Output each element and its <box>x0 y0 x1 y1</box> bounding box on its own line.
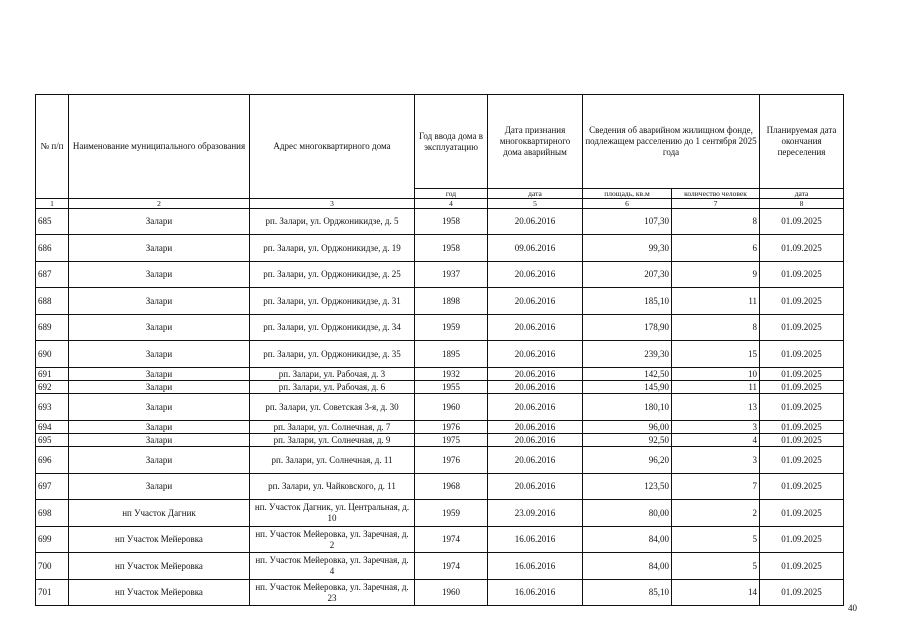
year-cell: 1898 <box>415 288 488 315</box>
row-number: 693 <box>36 394 69 421</box>
municipality-cell: нп Участок Мейеровка <box>69 527 250 553</box>
municipality-cell: Залари <box>69 368 250 381</box>
year-cell: 1960 <box>415 394 488 421</box>
column-number: 3 <box>250 199 415 209</box>
people-cell: 2 <box>672 500 760 527</box>
column-number-row <box>36 199 844 209</box>
date-cell: 20.06.2016 <box>488 474 583 500</box>
area-cell: 180,10 <box>583 394 672 421</box>
row-number: 696 <box>36 447 69 474</box>
area-cell: 207,30 <box>583 262 672 288</box>
column-number: 6 <box>583 199 672 209</box>
address-cell: рп. Залари, ул. Орджоникидзе, д. 31 <box>250 288 415 315</box>
address-cell: рп. Залари, ул. Орджоникидзе, д. 34 <box>250 315 415 341</box>
municipality-cell: Залари <box>69 474 250 500</box>
address-cell: рп. Залари, ул. Советская 3-я, д. 30 <box>250 394 415 421</box>
date-cell: 23.09.2016 <box>488 500 583 527</box>
row-number: 701 <box>36 580 69 606</box>
row-number: 689 <box>36 315 69 341</box>
end-date-cell: 01.09.2025 <box>760 394 844 421</box>
municipality-cell: Залари <box>69 288 250 315</box>
row-number: 685 <box>36 209 69 235</box>
row-number: 692 <box>36 381 69 394</box>
table-row <box>36 447 844 474</box>
address-cell: рп. Залари, ул. Солнечная, д. 7 <box>250 421 415 434</box>
people-cell: 3 <box>672 447 760 474</box>
header-fund-info: Сведения об аварийном жилищном фонде, подлежащем расселению до 1 сентября 2025 года <box>583 95 760 189</box>
people-cell: 14 <box>672 580 760 606</box>
row-number: 688 <box>36 288 69 315</box>
people-cell: 5 <box>672 553 760 580</box>
people-cell: 11 <box>672 381 760 394</box>
row-number: 698 <box>36 500 69 527</box>
people-cell: 3 <box>672 421 760 434</box>
municipality-cell: Залари <box>69 421 250 434</box>
area-cell: 142,50 <box>583 368 672 381</box>
people-cell: 9 <box>672 262 760 288</box>
table-row <box>36 341 844 368</box>
municipality-cell: нп Участок Мейеровка <box>69 580 250 606</box>
column-number: 8 <box>760 199 844 209</box>
people-cell: 4 <box>672 434 760 447</box>
end-date-cell: 01.09.2025 <box>760 209 844 235</box>
end-date-cell: 01.09.2025 <box>760 288 844 315</box>
people-cell: 10 <box>672 368 760 381</box>
date-cell: 16.06.2016 <box>488 580 583 606</box>
municipality-cell: Залари <box>69 262 250 288</box>
people-cell: 11 <box>672 288 760 315</box>
date-cell: 20.06.2016 <box>488 368 583 381</box>
table-row <box>36 315 844 341</box>
address-cell: нп. Участок Мейеровка, ул. Заречная, д. 4 <box>250 553 415 580</box>
area-cell: 107,30 <box>583 209 672 235</box>
date-cell: 20.06.2016 <box>488 341 583 368</box>
year-cell: 1974 <box>415 527 488 553</box>
end-date-cell: 01.09.2025 <box>760 527 844 553</box>
date-cell: 20.06.2016 <box>488 209 583 235</box>
people-cell: 15 <box>672 341 760 368</box>
address-cell: рп. Залари, ул. Солнечная, д. 9 <box>250 434 415 447</box>
end-date-cell: 01.09.2025 <box>760 381 844 394</box>
municipality-cell: Залари <box>69 394 250 421</box>
subheader-people: количество человек <box>672 189 760 199</box>
row-number: 695 <box>36 434 69 447</box>
year-cell: 1976 <box>415 421 488 434</box>
municipality-cell: Залари <box>69 235 250 262</box>
municipality-cell: Залари <box>69 341 250 368</box>
column-number: 2 <box>69 199 250 209</box>
table-row <box>36 580 844 606</box>
year-cell: 1959 <box>415 315 488 341</box>
area-cell: 96,00 <box>583 421 672 434</box>
municipality-cell: Залари <box>69 434 250 447</box>
address-cell: рп. Залари, ул. Рабочая, д. 3 <box>250 368 415 381</box>
table-row <box>36 434 844 447</box>
date-cell: 16.06.2016 <box>488 553 583 580</box>
header-date: Дата признания многоквартирного дома аварийным <box>488 95 583 189</box>
table-row <box>36 381 844 394</box>
date-cell: 09.06.2016 <box>488 235 583 262</box>
table-row <box>36 500 844 527</box>
area-cell: 123,50 <box>583 474 672 500</box>
address-cell: рп. Залари, ул. Орджоникидзе, д. 19 <box>250 235 415 262</box>
municipality-cell: Залари <box>69 315 250 341</box>
date-cell: 20.06.2016 <box>488 262 583 288</box>
year-cell: 1960 <box>415 580 488 606</box>
end-date-cell: 01.09.2025 <box>760 262 844 288</box>
end-date-cell: 01.09.2025 <box>760 447 844 474</box>
column-number: 5 <box>488 199 583 209</box>
table-row <box>36 235 844 262</box>
year-cell: 1955 <box>415 381 488 394</box>
row-number: 691 <box>36 368 69 381</box>
municipality-cell: Залари <box>69 447 250 474</box>
row-number: 699 <box>36 527 69 553</box>
column-number: 4 <box>415 199 488 209</box>
municipality-cell: нп Участок Дагник <box>69 500 250 527</box>
year-cell: 1895 <box>415 341 488 368</box>
area-cell: 92,50 <box>583 434 672 447</box>
column-number: 7 <box>672 199 760 209</box>
row-number: 700 <box>36 553 69 580</box>
area-cell: 96,20 <box>583 447 672 474</box>
area-cell: 84,00 <box>583 527 672 553</box>
end-date-cell: 01.09.2025 <box>760 235 844 262</box>
people-cell: 13 <box>672 394 760 421</box>
header-year: Год ввода дома в эксплуатацию <box>415 95 488 189</box>
row-number: 687 <box>36 262 69 288</box>
year-cell: 1974 <box>415 553 488 580</box>
area-cell: 178,90 <box>583 315 672 341</box>
address-cell: рп. Залари, ул. Орджоникидзе, д. 5 <box>250 209 415 235</box>
address-cell: нп. Участок Мейеровка, ул. Заречная, д. 23 <box>250 580 415 606</box>
table-row <box>36 368 844 381</box>
year-cell: 1932 <box>415 368 488 381</box>
page-number: 40 <box>848 603 857 613</box>
area-cell: 85,10 <box>583 580 672 606</box>
end-date-cell: 01.09.2025 <box>760 474 844 500</box>
table-row <box>36 288 844 315</box>
year-cell: 1968 <box>415 474 488 500</box>
municipality-cell: Залари <box>69 209 250 235</box>
address-cell: нп. Участок Дагник, ул. Центральная, д. 10 <box>250 500 415 527</box>
header-row <box>36 95 844 189</box>
end-date-cell: 01.09.2025 <box>760 580 844 606</box>
address-cell: рп. Залари, ул. Чайковского, д. 11 <box>250 474 415 500</box>
end-date-cell: 01.09.2025 <box>760 500 844 527</box>
year-cell: 1976 <box>415 447 488 474</box>
people-cell: 5 <box>672 527 760 553</box>
date-cell: 20.06.2016 <box>488 434 583 447</box>
date-cell: 20.06.2016 <box>488 315 583 341</box>
date-cell: 20.06.2016 <box>488 288 583 315</box>
row-number: 686 <box>36 235 69 262</box>
table-row <box>36 394 844 421</box>
column-number: 1 <box>36 199 69 209</box>
date-cell: 16.06.2016 <box>488 527 583 553</box>
people-cell: 7 <box>672 474 760 500</box>
people-cell: 8 <box>672 209 760 235</box>
address-cell: рп. Залари, ул. Орджоникидзе, д. 25 <box>250 262 415 288</box>
header-end-date: Планируемая дата окончания переселения <box>760 95 844 189</box>
year-cell: 1958 <box>415 209 488 235</box>
table-row <box>36 209 844 235</box>
subheader-end-date: дата <box>760 189 844 199</box>
end-date-cell: 01.09.2025 <box>760 368 844 381</box>
address-cell: нп. Участок Мейеровка, ул. Заречная, д. 2 <box>250 527 415 553</box>
people-cell: 6 <box>672 235 760 262</box>
people-cell: 8 <box>672 315 760 341</box>
row-number: 697 <box>36 474 69 500</box>
end-date-cell: 01.09.2025 <box>760 434 844 447</box>
table-row <box>36 262 844 288</box>
end-date-cell: 01.09.2025 <box>760 315 844 341</box>
area-cell: 239,30 <box>583 341 672 368</box>
table-row <box>36 553 844 580</box>
date-cell: 20.06.2016 <box>488 381 583 394</box>
address-cell: рп. Залари, ул. Солнечная, д. 11 <box>250 447 415 474</box>
end-date-cell: 01.09.2025 <box>760 341 844 368</box>
table-row <box>36 527 844 553</box>
address-cell: рп. Залари, ул. Орджоникидзе, д. 35 <box>250 341 415 368</box>
table-row <box>36 421 844 434</box>
subheader-area: площадь, кв.м <box>583 189 672 199</box>
area-cell: 145,90 <box>583 381 672 394</box>
subheader-date: дата <box>488 189 583 199</box>
table-row <box>36 474 844 500</box>
year-cell: 1959 <box>415 500 488 527</box>
address-cell: рп. Залари, ул. Рабочая, д. 6 <box>250 381 415 394</box>
header-municipality: Наименование муниципального образования <box>69 95 250 199</box>
row-number: 690 <box>36 341 69 368</box>
housing-register-table <box>35 94 844 606</box>
end-date-cell: 01.09.2025 <box>760 553 844 580</box>
date-cell: 20.06.2016 <box>488 394 583 421</box>
subheader-year: год <box>415 189 488 199</box>
end-date-cell: 01.09.2025 <box>760 421 844 434</box>
area-cell: 84,00 <box>583 553 672 580</box>
header-number: № п/п <box>36 95 69 199</box>
municipality-cell: нп Участок Мейеровка <box>69 553 250 580</box>
header-address: Адрес многоквартирного дома <box>250 95 415 199</box>
area-cell: 80,00 <box>583 500 672 527</box>
municipality-cell: Залари <box>69 381 250 394</box>
row-number: 694 <box>36 421 69 434</box>
date-cell: 20.06.2016 <box>488 447 583 474</box>
area-cell: 185,10 <box>583 288 672 315</box>
area-cell: 99,30 <box>583 235 672 262</box>
year-cell: 1975 <box>415 434 488 447</box>
date-cell: 20.06.2016 <box>488 421 583 434</box>
year-cell: 1937 <box>415 262 488 288</box>
year-cell: 1958 <box>415 235 488 262</box>
